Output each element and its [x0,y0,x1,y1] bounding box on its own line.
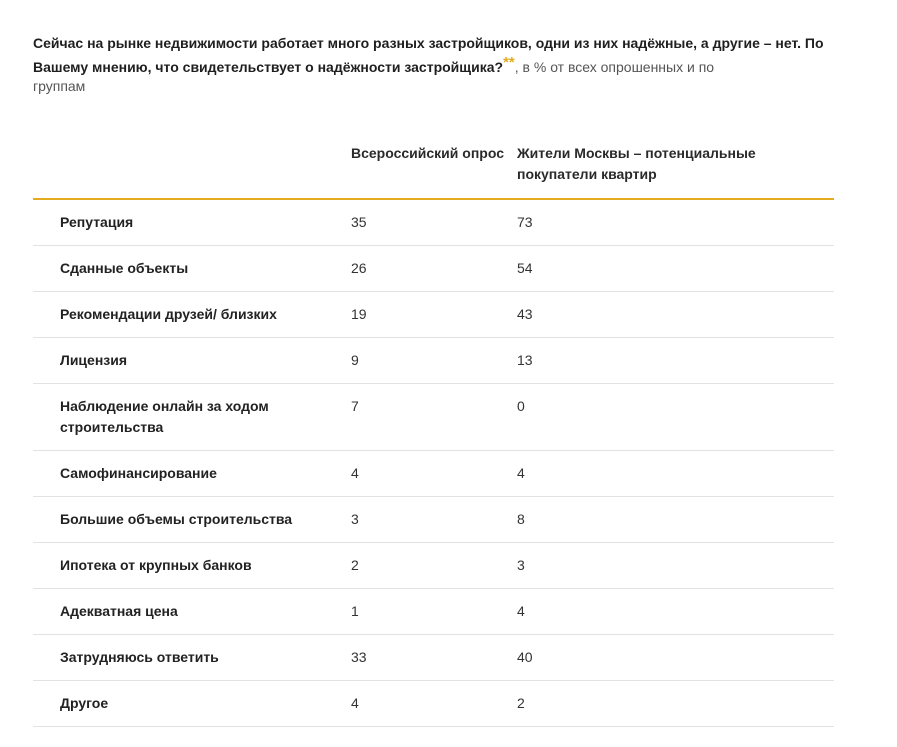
table-row [33,199,834,246]
question-paragraph [33,31,834,80]
footnote-mark[interactable]: ** [503,54,515,71]
cell-all-russia: 9 [351,352,359,368]
cell-moscow: 40 [517,649,533,665]
cell-all-russia: 2 [351,557,359,573]
table-row [33,292,834,338]
table-header-row [33,143,834,199]
cell-moscow: 43 [517,306,533,322]
cell-moscow: 3 [517,557,525,573]
row-label: Затрудняюсь ответить [60,649,219,665]
header-all-russia: Всероссийский опрос [351,145,504,161]
table-row [33,543,834,589]
cell-all-russia: 1 [351,603,359,619]
cell-moscow: 0 [517,398,525,414]
cell-all-russia: 35 [351,214,367,230]
survey-block [33,31,834,711]
results-table [33,143,834,727]
row-label: Наблюдение онлайн за ходом строительства [60,398,269,435]
cell-all-russia: 33 [351,649,367,665]
table-row [33,384,834,451]
table-row [33,451,834,497]
cell-all-russia: 4 [351,465,359,481]
table-body [33,199,834,727]
cell-moscow: 4 [517,465,525,481]
cell-moscow: 8 [517,511,525,527]
question-note: , в % от всех опрошенных и по [514,59,715,75]
cell-moscow: 54 [517,260,533,276]
table-row [33,338,834,384]
cell-moscow: 2 [517,695,525,711]
question-text: Сейчас на рынке недвижимости работает много разных застройщиков, одни из них надёжные, а другие – нет. По Вашему мнению, что свидетельствует о надёжности застройщика? [33,35,824,75]
row-label: Самофинансирование [60,465,217,481]
row-label: Ипотека от крупных банков [60,557,252,573]
table-row [33,497,834,543]
question-note-continuation: группам [33,78,86,94]
row-label: Большие объемы строительства [60,511,293,527]
cell-all-russia: 4 [351,695,359,711]
row-label: Рекомендации друзей/ близких [60,306,277,322]
table-row [33,589,834,635]
table-row [33,681,834,727]
header-empty [33,143,351,199]
row-label: Сданные объекты [60,260,189,276]
row-label: Лицензия [60,352,128,368]
cell-all-russia: 3 [351,511,359,527]
row-label: Другое [60,695,109,711]
header-moscow: Жители Москвы – потенциальные покупатели квартир [517,145,756,182]
cell-moscow: 13 [517,352,533,368]
cell-moscow: 73 [517,214,533,230]
cell-all-russia: 7 [351,398,359,414]
row-label: Репутация [60,214,134,230]
table-row [33,635,834,681]
cell-all-russia: 26 [351,260,367,276]
cell-moscow: 4 [517,603,525,619]
cell-all-russia: 19 [351,306,367,322]
table-row [33,246,834,292]
row-label: Адекватная цена [60,603,178,619]
